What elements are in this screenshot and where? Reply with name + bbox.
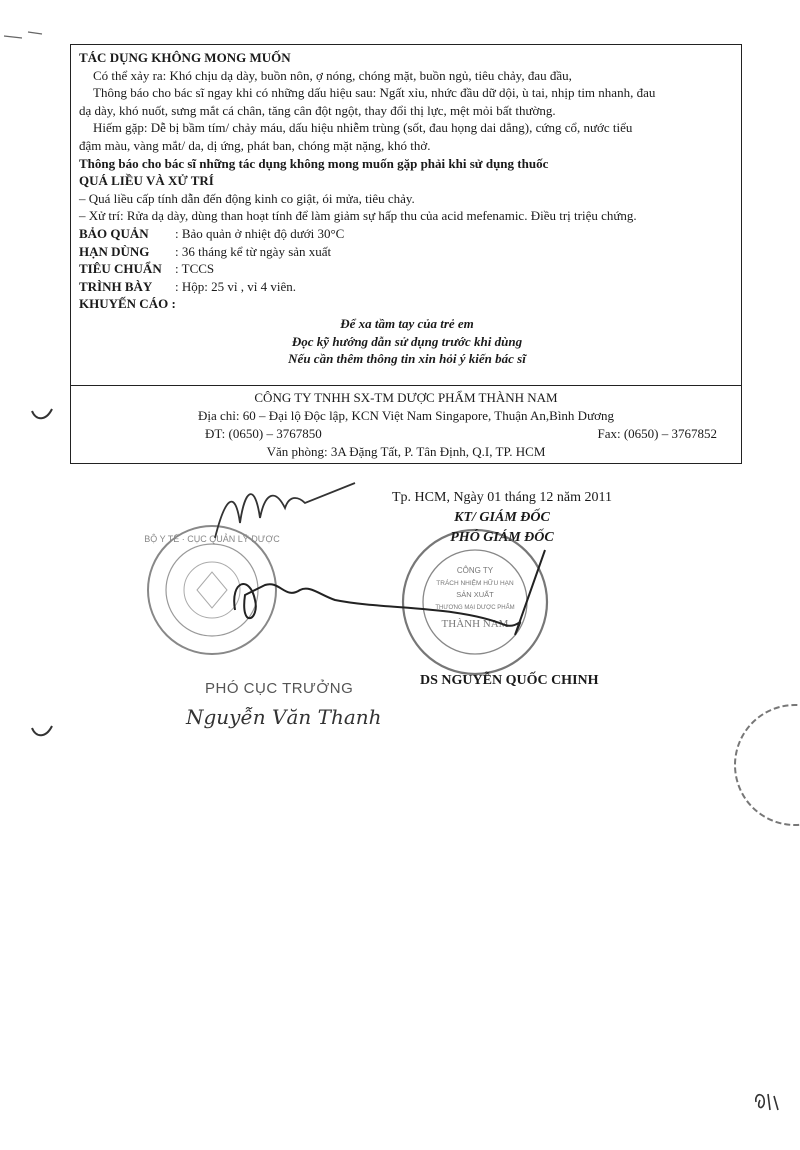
company-office: Văn phòng: 3A Đặng Tất, P. Tân Định, Q.I, TP. HCM: [266, 444, 546, 459]
overdose-line-2: – Xử trí: Rửa dạ dày, dùng than hoạt tính để làm giảm sự hấp thu của acid mefenamic. Điều trị triệu chứng.: [79, 208, 637, 224]
presentation-value: : Hộp: 25 vỉ , vỉ 4 viên.: [175, 278, 296, 294]
company-name: CÔNG TY TNHH SX-TM DƯỢC PHẨM THÀNH NAM: [254, 390, 558, 405]
drug-info-content: [79, 49, 735, 368]
company-stamp-name: THÀNH NAM: [441, 618, 509, 630]
standard-label: TIÊU CHUẨN: [79, 261, 162, 277]
overdose-line-1: – Quá liều cấp tính dẫn đến động kinh co giật, ói mửa, tiêu chảy.: [79, 190, 415, 206]
company-phone: ĐT: (0650) – 3767850: [205, 426, 322, 441]
company-address: Địa chỉ: 60 – Đại lộ Độc lập, KCN Việt Nam Singapore, Thuận An,Bình Dương: [198, 408, 614, 423]
signing-block: [392, 488, 612, 548]
director-signature: [225, 540, 565, 650]
storage-value: : Bảo quản ở nhiệt độ dưới 30°C: [175, 225, 345, 241]
standard-row: [79, 260, 735, 278]
hole-punch-mark-upper: [30, 405, 54, 425]
hole-punch-mark-lower: [30, 722, 54, 742]
warning-line-2: Đọc kỹ hướng dẫn sử dụng trước khi dùng: [291, 333, 523, 349]
signer-name: DS NGUYỄN QUỐC CHINH: [420, 673, 599, 688]
standard-value: : TCCS: [175, 261, 215, 277]
left-stamp-text: BỘ Y TẾ · CỤC QUẢN LÝ DƯỢC: [144, 534, 280, 544]
company-stamp-mid1: TRÁCH NHIỆM HỮU HẠN: [436, 580, 514, 587]
box-divider: [71, 385, 741, 386]
kt-director: KT/ GIÁM ĐỐC: [454, 510, 550, 525]
drug-info-box: [70, 44, 742, 464]
upper-left-signature-scribble: [205, 478, 365, 548]
presentation-label: TRÌNH BÀY: [79, 278, 153, 294]
warning-line-1: Để xa tầm tay của trẻ em: [340, 315, 474, 331]
notify-doctor-line: Thông báo cho bác sĩ những tác dụng không mong muốn gặp phải khi sử dụng thuốc: [79, 155, 549, 171]
warning-line-3: Nếu cần thêm thông tin xin hỏi ý kiến bác sĩ: [288, 351, 526, 367]
storage-label: BẢO QUẢN: [79, 225, 149, 241]
expiry-value: : 36 tháng kể từ ngày sản xuất: [175, 243, 332, 259]
page-number-mark: [752, 1088, 782, 1114]
partial-edge-stamp: [700, 700, 800, 830]
presentation-row: [79, 278, 735, 296]
storage-row: [79, 225, 735, 243]
side-effects-line-1: Có thể xảy ra: Khó chịu dạ dày, buồn nôn, ợ nóng, chóng mặt, buồn ngủ, tiêu chảy, đau đầu,: [93, 67, 572, 83]
expiry-label: HẠN DÙNG: [79, 243, 150, 259]
side-effects-line-4: Hiếm gặp: Dễ bị bầm tím/ chảy máu, dấu hiệu nhiễm trùng (sốt, đau họng dai dẳng), cứng cổ, nước tiểu: [93, 120, 633, 136]
top-left-mark: [2, 28, 52, 44]
company-fax: Fax: (0650) – 3767852: [597, 426, 717, 441]
company-info: [71, 389, 741, 461]
side-effects-line-2: Thông báo cho bác sĩ ngay khi có những dấu hiệu sau: Ngất xỉu, nhức đầu dữ dội, ù tai, nhịp tim nhanh, đau: [93, 85, 656, 101]
company-stamp-mid3: THƯƠNG MẠI DƯỢC PHẨM: [435, 605, 515, 611]
company-stamp-top: CÔNG TY: [456, 566, 494, 575]
expiry-row: [79, 243, 735, 261]
deputy-director: PHÓ GIÁM ĐỐC: [450, 530, 554, 545]
company-stamp-mid2: SẢN XUẤT: [456, 590, 494, 599]
deputy-head-title: PHÓ CỤC TRƯỞNG: [205, 680, 354, 697]
deputy-head-signature: Nguyễn Văn Thanh: [186, 705, 382, 729]
side-effects-line-3: dạ dày, khó nuốt, sưng mắt cá chân, tăng cân đột ngột, thay đổi thị lực, mệt mỏi bất thường.: [79, 102, 556, 118]
overdose-title: QUÁ LIỀU VÀ XỬ TRÍ: [79, 173, 214, 189]
side-effects-title: TÁC DỤNG KHÔNG MONG MUỐN: [79, 50, 291, 65]
warning-label: KHUYẾN CÁO :: [79, 296, 176, 312]
company-contacts: [71, 425, 741, 443]
side-effects-line-5: đậm màu, vàng mắt/ da, dị ứng, phát ban, chóng mặt nặng, khó thở.: [79, 137, 431, 153]
signing-date: Tp. HCM, Ngày 01 tháng 12 năm 2011: [392, 490, 612, 505]
